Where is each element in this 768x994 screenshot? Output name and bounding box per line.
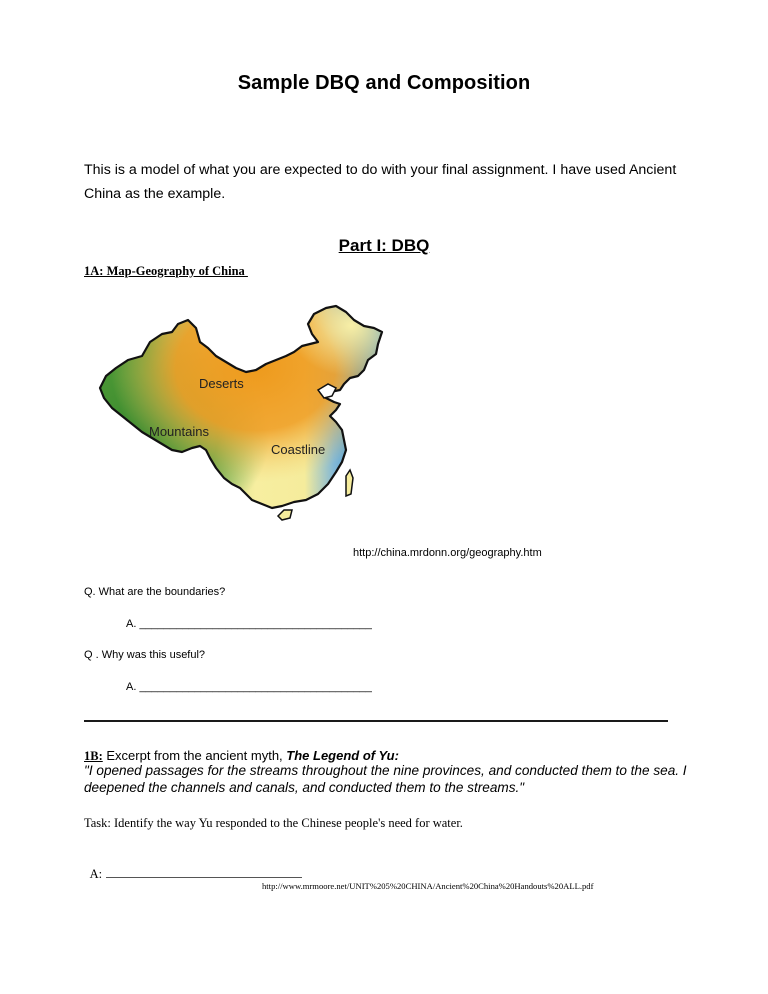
answer-1b-blank[interactable] xyxy=(106,865,302,878)
map-label-mountains: Mountains xyxy=(149,424,209,439)
quote-source-link[interactable]: http://www.mrmoore.net/UNIT%205%20CHINA/Ancient%20China%20Handouts%20ALL.pdf xyxy=(262,881,594,891)
answer-boundaries-blank[interactable]: A. ______________________________________ xyxy=(126,618,372,630)
china-geography-map xyxy=(96,298,386,528)
intro-paragraph: This is a model of what you are expected to do with your final assignment. I have used Ancient China as the example. xyxy=(84,162,677,202)
task-instruction: Task: Identify the way Yu responded to the Chinese people's need for water. xyxy=(84,816,463,830)
map-label-deserts: Deserts xyxy=(199,376,244,391)
section-1b-label: 1B: xyxy=(84,749,103,763)
question-usefulness: Q . Why was this useful? xyxy=(84,649,206,661)
hainan-island xyxy=(278,510,292,520)
map-label-coastline: Coastline xyxy=(271,442,326,457)
question-boundaries: Q. What are the boundaries? xyxy=(84,586,226,598)
section-1a-heading: 1A: Map-Geography of China xyxy=(84,264,248,278)
section-1b-intro: Excerpt from the ancient myth, xyxy=(102,748,287,763)
answer-usefulness-blank[interactable]: A. ______________________________________ xyxy=(126,681,372,693)
myth-title: The Legend of Yu: xyxy=(286,748,399,763)
part-heading-text: Part I: DBQ xyxy=(338,236,430,255)
answer-1b xyxy=(84,850,302,882)
answer-1b-label: A: xyxy=(89,867,103,881)
map-source-link[interactable]: http://china.mrdonn.org/geography.htm xyxy=(353,547,542,559)
document-title: Sample DBQ and Composition xyxy=(237,72,531,94)
part-heading xyxy=(0,236,768,256)
taiwan-island xyxy=(346,470,353,496)
section-divider xyxy=(84,720,668,722)
legend-quote: "I opened passages for the streams throughout the nine provinces, and conducted them to the sea. I deepened the channels and canals, and conducted them to the streams." xyxy=(84,763,687,795)
